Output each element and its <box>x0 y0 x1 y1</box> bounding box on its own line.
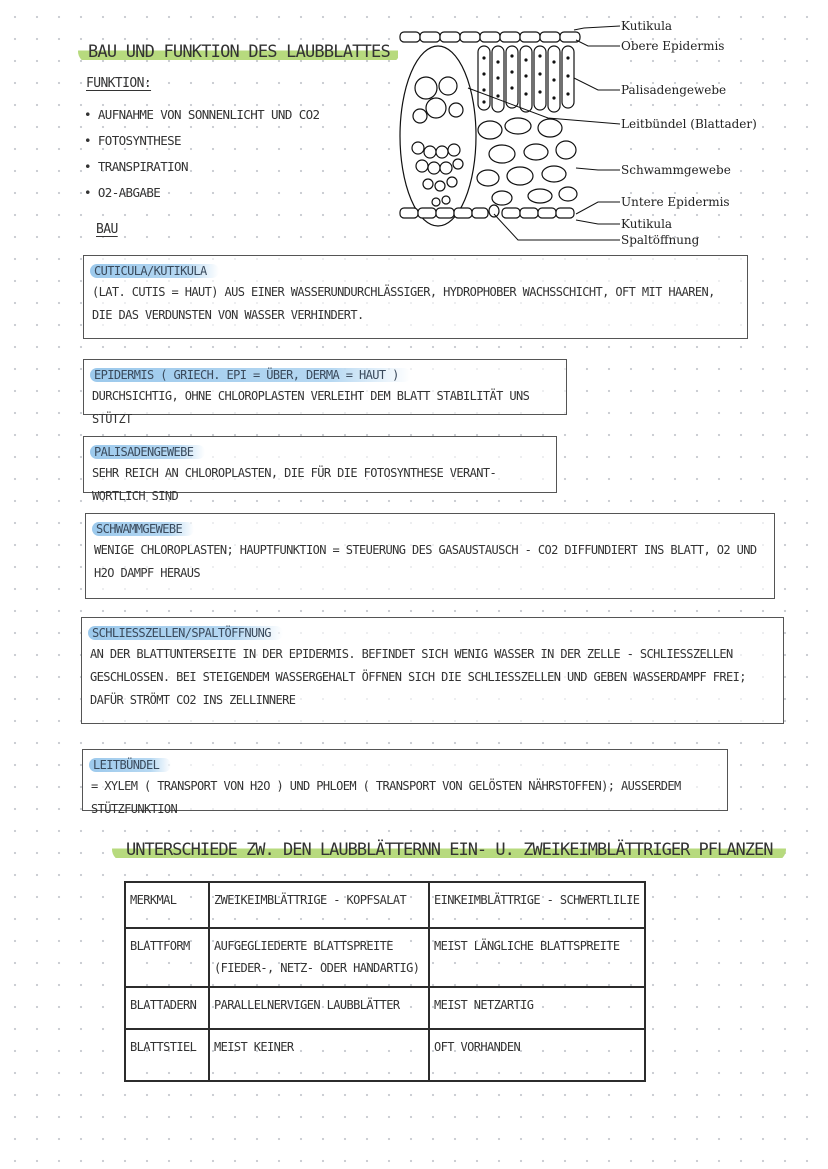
section-heading: SCHLIESSZELLEN/SPALTÖFFNUNG <box>88 626 283 640</box>
diagram-label-schwammgewebe: Schwammgewebe <box>621 163 731 177</box>
diagram-label-kutikula-bottom: Kutikula <box>621 217 673 231</box>
page-title: BAU UND FUNKTION DES LAUBBLATTES <box>78 40 400 63</box>
table-cell: BLATTFORM <box>125 928 209 987</box>
table-row <box>125 987 645 1029</box>
diagram-label-untere-epidermis: Untere Epidermis <box>621 195 730 209</box>
section-body: = XYLEM ( TRANSPORT VON H2O ) UND PHLOEM ( TRANSPORT VON GELÖSTEN NÄHRSTOFFEN); AUSSERDEM STÜTZFUNKTION <box>91 779 681 816</box>
section-cuticula <box>83 255 748 339</box>
table-cell: MEIST LÄNGLICHE BLATTSPREITE <box>429 928 645 987</box>
section-epidermis <box>83 359 567 426</box>
upper-epidermis-cells <box>400 32 580 42</box>
comparison-table <box>124 881 646 1082</box>
table-cell: BLATTADERN <box>125 987 209 1029</box>
diagram-label-leitbuendel: Leitbündel (Blattader) <box>621 117 757 131</box>
section-schwammgewebe <box>85 513 775 599</box>
section-body: AN DER BLATTUNTERSEITE IN DER EPIDERMIS. BEFINDET SICH WENIG WASSER IN DER ZELLE - SCHLIESSZELLEN GESCHLOSSEN. BEI STEIGENDEM WASSERGEHALT ÖFFNEN SICH DIE SCHLIESSZELLEN UND GEBEN WASSERDAMPF FREI; DAFÜR STRÖMT CO2 INS ZELLINNERE <box>90 647 746 707</box>
comparison-title: UNTERSCHIEDE ZW. DEN LAUBBLÄTTERNN EIN- U. ZWEIKEIMBLÄTTRIGER PFLANZEN <box>112 838 786 861</box>
section-heading: CUTICULA/KUTIKULA <box>90 264 219 278</box>
table-header-cell: MERKMAL <box>125 882 209 928</box>
palisade-cells <box>478 46 574 112</box>
table-row <box>125 928 645 987</box>
section-body: SEHR REICH AN CHLOROPLASTEN, DIE FÜR DIE FOTOSYNTHESE VERANT- WORTLICH SIND <box>92 466 497 503</box>
bau-heading: BAU <box>96 222 118 237</box>
funktion-list <box>84 102 319 206</box>
section-palisadengewebe <box>83 436 557 503</box>
table-cell: AUFGEGLIEDERTE BLATTSPREITE (FIEDER-, NETZ- ODER HANDARTIG) <box>209 928 429 987</box>
table-cell: OFT VORHANDEN <box>429 1029 645 1081</box>
section-schliesszellen <box>81 617 784 724</box>
section-heading: EPIDERMIS ( GRIECH. EPI = ÜBER, DERMA = HAUT ) <box>90 368 411 382</box>
table-header-cell: ZWEIKEIMBLÄTTRIGE - KOPFSALAT <box>209 882 429 928</box>
table-row <box>125 1029 645 1081</box>
leaf-cross-section-diagram <box>398 18 628 250</box>
list-item: • O2-ABGABE <box>84 185 161 200</box>
section-heading: LEITBÜNDEL <box>89 758 171 772</box>
list-item: • TRANSPIRATION <box>84 159 188 174</box>
section-body: DURCHSICHTIG, OHNE CHLOROPLASTEN VERLEIHT DEM BLATT STABILITÄT UNS STÜTZT <box>92 389 530 426</box>
list-item: • FOTOSYNTHESE <box>84 133 181 148</box>
table-header-cell: EINKEIMBLÄTTRIGE - SCHWERTLILIE <box>429 882 645 928</box>
vascular-bundle <box>400 46 476 226</box>
section-body: WENIGE CHLOROPLASTEN; HAUPTFUNKTION = STEUERUNG DES GASAUSTAUSCH - CO2 DIFFUNDIERT INS BLATT, O2 UND H2O DAMPF HERAUS <box>94 543 757 580</box>
table-header-row <box>125 882 645 928</box>
section-leitbuendel <box>82 749 728 816</box>
funktion-heading: FUNKTION: <box>86 76 152 91</box>
diagram-label-kutikula-top: Kutikula <box>621 19 673 33</box>
diagram-label-palisadengewebe: Palisadengewebe <box>621 83 727 97</box>
section-heading: PALISADENGEWEBE <box>90 445 205 459</box>
section-heading: SCHWAMMGEWEBE <box>92 522 194 536</box>
section-body: (LAT. CUTIS = HAUT) AUS EINER WASSERUNDURCHLÄSSIGER, HYDROPHOBER WACHSSCHICHT, OFT MIT HAAREN, DIE DAS VERDUNSTEN VON WASSER VERHINDERT. <box>92 285 715 322</box>
diagram-label-obere-epidermis: Obere Epidermis <box>621 39 725 53</box>
table-cell: MEIST KEINER <box>209 1029 429 1081</box>
table-cell: BLATTSTIEL <box>125 1029 209 1081</box>
list-item: • AUFNAHME VON SONNENLICHT UND CO2 <box>84 107 320 122</box>
diagram-label-spaltoeffnung: Spaltöffnung <box>621 233 700 247</box>
table-cell: MEIST NETZARTIG <box>429 987 645 1029</box>
table-cell: PARALLELNERVIGEN LAUBBLÄTTER <box>209 987 429 1029</box>
